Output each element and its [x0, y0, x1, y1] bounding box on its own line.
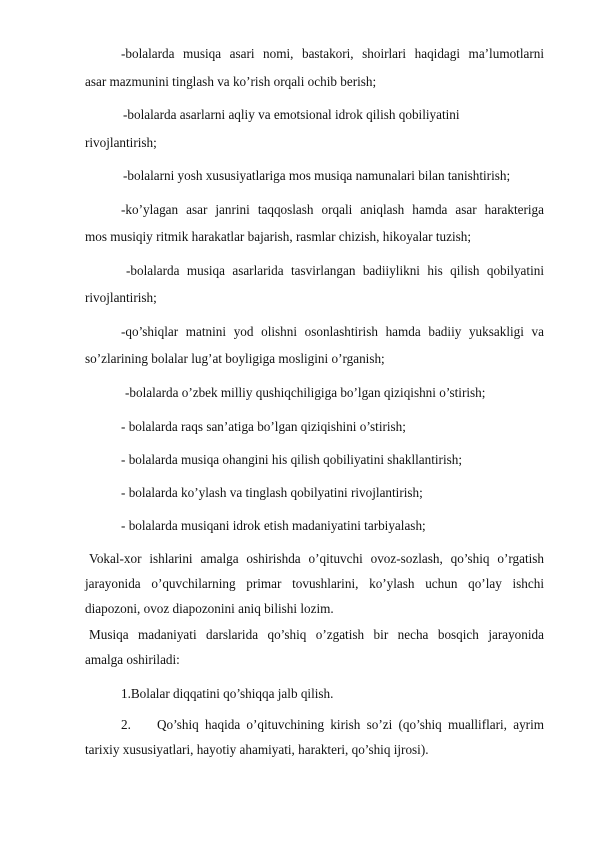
paragraph-line: -ko’ylagan asar janrini taqqoslash orqali aniqlash hamda asar harakteriga	[121, 202, 544, 217]
paragraph-line: rivojlantirish;	[85, 135, 157, 150]
paragraph-line: -qo’shiqlar matnini yod olishni osonlashtirish hamda badiiy yuksakligi va	[121, 324, 544, 339]
paragraph-line: amalga oshiriladi:	[85, 652, 180, 667]
paragraph-line: asar mazmunini tinglash va ko’rish orqali ochib berish;	[85, 74, 377, 89]
paragraph-line: jarayonida o’quvchilarning primar tovushlarini, ko’ylash uchun qo’lay ishchi	[85, 576, 544, 591]
paragraph-line: Vokal-xor ishlarini amalga oshirishda o’qituvchi ovoz-sozlash, qo’shiq o’rgatish	[89, 551, 544, 566]
paragraph-line: Qo’shiq haqida o’qituvchining kirish so’zi (qo’shiq mualliflari, ayrim	[157, 717, 544, 732]
paragraph-line: rivojlantirish;	[85, 290, 157, 305]
paragraph-line: -bolalarda musiqa asari nomi, bastakori, shoirlari haqidagi ma’lumotlarni	[121, 46, 544, 61]
paragraph-line: -bolalarda asarlarni aqliy va emotsional idrok qilish qobiliyatini	[123, 107, 460, 122]
paragraph-line: tarixiy xususiyatlari, hayotiy ahamiyati, harakteri, qo’shiq ijrosi).	[85, 742, 429, 757]
paragraph-line: diapozoni, ovoz diapozonini aniq bilishi lozim.	[85, 601, 334, 616]
list-item-1: 1.Bolalar diqqatini qo’shiqqa jalb qilish.	[121, 686, 334, 701]
paragraph-line: - bolalarda musiqani idrok etish madaniyatini tarbiyalash;	[121, 518, 426, 533]
paragraph-line: - bolalarda raqs san’atiga bo’lgan qiziqishini o’stirish;	[121, 419, 406, 434]
paragraph-line: mos musiqiy ritmik harakatlar bajarish, rasmlar chizish, hikoyalar tuzish;	[85, 229, 472, 244]
paragraph-line: - bolalarda ko’ylash va tinglash qobilyatini rivojlantirish;	[121, 485, 423, 500]
list-number: 2.	[121, 717, 131, 732]
paragraph-line: so’zlarining bolalar lug’at boyligiga mosligini o’rganish;	[85, 351, 385, 366]
list-item-2	[157, 717, 544, 733]
paragraph-line: -bolalarda o’zbek milliy qushiqchiligiga bo’lgan qiziqishni o’stirish;	[125, 385, 486, 400]
paragraph-line: -bolalarda musiqa asarlarida tasvirlangan badiiylikni his qilish qobilyatini	[126, 263, 544, 278]
paragraph-line: Musiqa madaniyati darslarida qo’shiq o’zgatish bir necha bosqich jarayonida	[89, 627, 544, 642]
paragraph-line: -bolalarni yosh xususiyatlariga mos musiqa namunalari bilan tanishtirish;	[123, 168, 511, 183]
paragraph-line: - bolalarda musiqa ohangini his qilish qobiliyatini shakllantirish;	[121, 452, 463, 467]
